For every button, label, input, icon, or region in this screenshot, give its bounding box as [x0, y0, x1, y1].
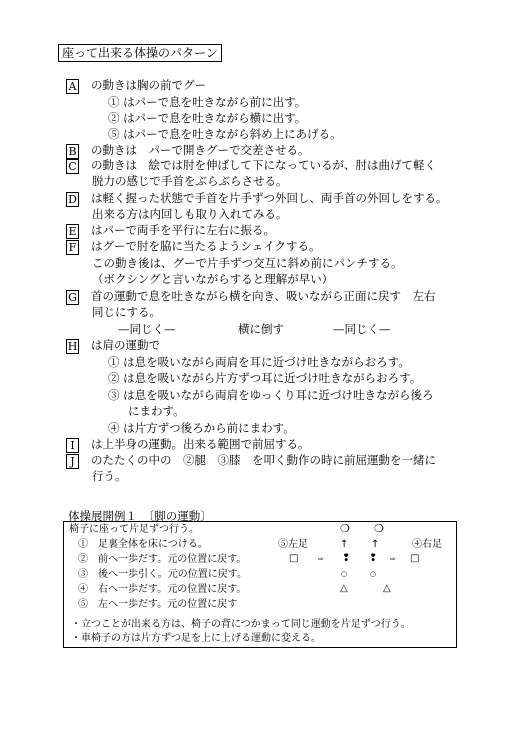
label-f: F	[66, 240, 79, 255]
item-h-sub-4: ④ は片方ずつ後ろから前にまわす。	[108, 421, 295, 435]
item-g-line-2: 同じにする。	[92, 305, 161, 319]
item-d-line-2: 出来る方は内回しも取り入れてみる。	[92, 207, 288, 221]
item-i: I は上半身の運動。出来る範囲で前屈する。	[66, 437, 310, 453]
small-arrow-icon: ⇨	[318, 555, 324, 563]
small-arrow-icon: ⇨	[390, 555, 396, 563]
label-c: C	[66, 159, 79, 174]
g-same-2: —同じく—	[333, 322, 391, 336]
step-3: ③ 後へ一歩引く。元の位置に戻す。	[78, 569, 247, 580]
step-1: ① 足裏全体を床につける。	[78, 539, 208, 550]
item-a: A の動きは胸の前でグー	[66, 78, 206, 94]
small-circle-icon: ○	[341, 570, 348, 578]
item-b: B の動きは パーで開きグーで交差させる。	[66, 143, 310, 159]
item-a-sub-3: ⑤ はパーで息を吐きながら斜め上にあげる。	[108, 127, 342, 141]
step-4: ④ 右へ一歩だす。元の位置に戻す。	[78, 584, 247, 595]
label-i: I	[66, 438, 79, 453]
item-h-sub-3: ③ は息を吸いながら両肩をゆっくり耳に近づけ吐きながら後ろ	[108, 388, 434, 402]
note-1: ・立つことが出来る方は、椅子の背につかまって同じ運動を片足ずつ行う。	[71, 619, 411, 630]
label-a: A	[66, 79, 79, 94]
item-f-line-3: （ボクシングと言いながらすると理解が早い）	[92, 272, 334, 286]
left-foot-circle-icon: ❍	[340, 522, 350, 535]
small-circle-icon: ○	[370, 570, 377, 578]
g-tilt: 横に倒す	[238, 322, 284, 336]
page-title: 座って出来る体操のパターン	[58, 44, 222, 62]
left-foot-label: ⑤左足	[278, 539, 308, 550]
item-h-sub-1: ① は息を吸いながら両肩を耳に近づけ吐きながらおろす。	[108, 355, 410, 369]
label-j: J	[66, 454, 79, 469]
item-d: D は軽く握った状態で手首を片手ずつ外回し、両手首の外回しをする。	[66, 191, 448, 207]
item-j-line-2: 行う。	[92, 469, 127, 483]
square-icon: □	[410, 553, 420, 564]
example-intro: 椅子に座って片足ずつ行う。	[69, 524, 199, 535]
item-f: F はグーで肘を脇に当たるようシェイクする。	[66, 239, 321, 255]
item-a-sub-2: ② はパーで息を吐きながら横に出す。	[108, 111, 307, 125]
item-e: E はパーで両手を平行に左右に振る。	[66, 223, 275, 239]
label-b: B	[66, 144, 79, 159]
note-2: ・車椅子の方は片方ずつ足を上に上げる運動に変える。	[71, 633, 321, 644]
example-box	[63, 521, 457, 648]
item-f-line-2: この動き後は、グーで片手ずつ交互に斜め前にパンチする。	[92, 256, 403, 270]
item-j: J のたたくの中の ②腿 ③膝 を叩く動作の時に前屈運動を一緒に	[66, 453, 436, 469]
left-foot-dot-icon: ❢	[342, 553, 351, 564]
up-arrow-icon: ↑	[340, 539, 349, 550]
triangle-icon: △	[340, 583, 348, 594]
step-2: ② 前へ一歩だす。元の位置に戻す。	[78, 554, 247, 565]
label-h: H	[67, 339, 78, 353]
right-foot-circle-icon: ❍	[374, 522, 384, 535]
item-g: G 首の運動で息を吐きながら横を向き、吸いながら正面に戻す 左右	[66, 289, 436, 305]
right-foot-label: ④右足	[412, 539, 442, 550]
label-d: D	[66, 192, 79, 207]
item-c: C の動きは 絵では肘を伸ばして下になっているが、肘は曲げて軽く	[66, 158, 436, 174]
item-h: H は肩の運動で	[67, 338, 160, 353]
item-h-sub-3b: にまわす。	[128, 404, 185, 418]
step-5: ⑤ 左へ一歩だす。元の位置に戻す	[78, 599, 238, 610]
example-title: 体操展開例１ 〔脚の運動〕	[68, 509, 212, 523]
triangle-icon: △	[383, 583, 391, 594]
square-icon: □	[289, 553, 299, 564]
label-e: E	[66, 224, 79, 239]
up-arrow-icon: ↑	[371, 539, 380, 550]
label-g: G	[66, 290, 79, 305]
g-same-1: —同じく—	[118, 322, 176, 336]
right-foot-dot-icon: ❢	[369, 553, 378, 564]
item-c-line-2: 脱力の感じで手首をぶらぶらさせる。	[92, 174, 288, 188]
item-a-sub-1: ① はパーで息を吐きながら前に出す。	[108, 95, 307, 109]
item-h-sub-2: ② は息を吸いながら片方ずつ耳に近づけ吐きながらおろす。	[108, 371, 422, 385]
